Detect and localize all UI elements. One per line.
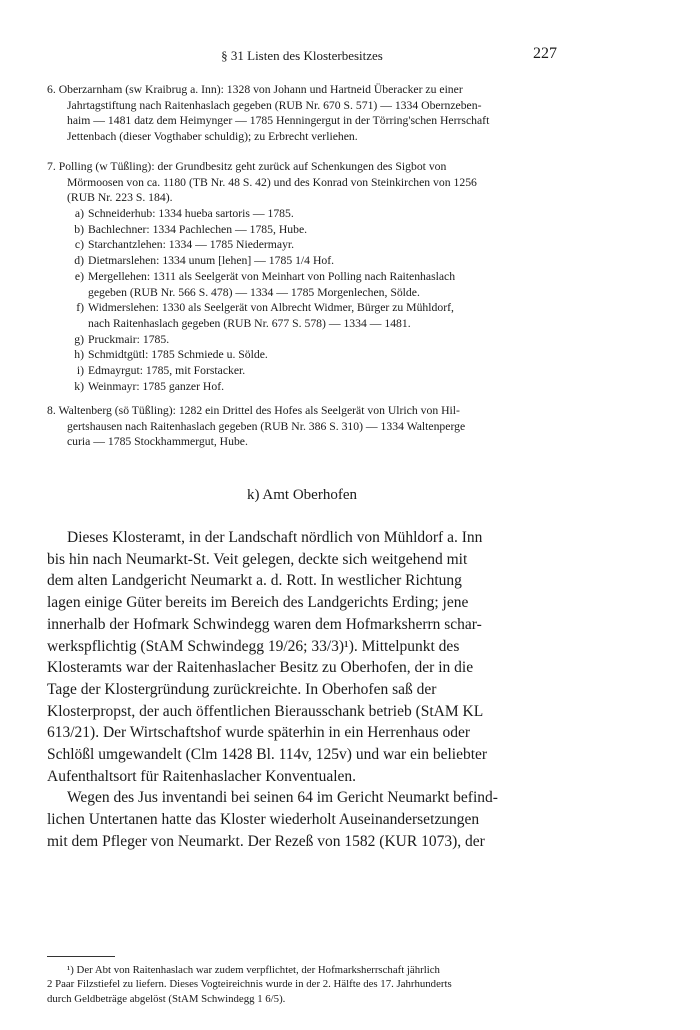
entry-7-sublist xyxy=(74,206,558,394)
entry-line: 6. Oberzarnham (sw Kraibrug a. Inn): 1328 von Johann und Hartneid Überacker zu einer xyxy=(47,83,463,96)
list-item: i) Edmayrgut: 1785, mit Forstacker. xyxy=(76,364,246,378)
body-line: Dieses Klosteramt, in der Landschaft nördlich von Mühldorf a. Inn xyxy=(67,529,483,546)
entry-6 xyxy=(47,82,557,145)
body-line: mit dem Pfleger von Neumarkt. Der Rezeß von 1582 (KUR 1073), der xyxy=(47,832,485,850)
list-item-continuation: gegeben (RUB Nr. 566 S. 478) — 1334 — 1785 Morgenlechen, Sölde. xyxy=(88,285,420,299)
entry-line: Mörmoosen von ca. 1180 (TB Nr. 48 S. 42) und des Konrad von Steinkirchen von 1256 xyxy=(67,175,477,189)
entry-line: 8. Waltenberg (sö Tüßling): 1282 ein Drittel des Hofes als Seelgerät von Ulrich von Hil- xyxy=(47,404,460,417)
section-heading: k) Amt Oberhofen xyxy=(247,487,357,503)
entry-line: 7. Polling (w Tüßling): der Grundbesitz geht zurück auf Schenkungen des Sigbot von xyxy=(47,160,447,173)
body-line: 613/21). Der Wirtschaftshof wurde späterhin in ein Herrenhaus oder xyxy=(47,724,471,742)
list-item: h) Schmidtgütl: 1785 Schmiede u. Sölde. xyxy=(74,348,268,362)
running-header xyxy=(47,45,557,65)
body-line: werkspflichtig (StAM Schwindegg 19/26; 33/3)¹). Mittelpunkt des xyxy=(47,637,460,655)
entry-line: gertshausen nach Raitenhaslach gegeben (RUB Nr. 386 S. 310) — 1334 Waltenperge xyxy=(67,419,466,433)
list-item: g) Pruckmair: 1785. xyxy=(74,332,170,346)
body-line: Schlößl umgewandelt (Clm 1428 Bl. 114v, 125v) und war ein beliebter xyxy=(47,746,488,764)
footnote xyxy=(47,963,557,1006)
entry-line: haim — 1481 datz dem Heimynger — 1785 Henningergut in der Törring'schen Herrschaft xyxy=(67,114,490,128)
list-item: d) Dietmarslehen: 1334 unum [lehen] — 1785 1/4 Hof. xyxy=(74,254,335,268)
body-line: lagen einige Güter bereits im Bereich des Landgerichts Erding; jene xyxy=(47,594,469,612)
body-line: Tage der Klostergründung zurückreichte. In Oberhofen saß der xyxy=(47,680,437,698)
body-text xyxy=(47,527,557,853)
footnote-line: durch Geldbeträge abgelöst (StAM Schwindegg 1 6/5). xyxy=(47,992,286,1005)
list-item-continuation: nach Raitenhaslach gegeben (RUB Nr. 677 S. 578) — 1334 — 1481. xyxy=(88,316,411,330)
body-line: lichen Untertanen hatte das Kloster wiederholt Auseinandersetzungen xyxy=(47,811,480,829)
body-line: innerhalb der Hofmark Schwindegg waren dem Hofmarksherrn schar- xyxy=(47,615,482,633)
body-line: Wegen des Jus inventandi bei seinen 64 im Gericht Neumarkt befind- xyxy=(67,789,498,807)
footnote-line: ¹) Der Abt von Raitenhaslach war zudem verpflichtet, der Hofmarksherrschaft jährlich xyxy=(67,964,440,976)
list-item: b) Bachlechner: 1334 Pachlechen — 1785, Hube. xyxy=(74,222,308,236)
page-number: 227 xyxy=(533,45,557,62)
body-line: Klosterpropst, der auch öffentlichen Bierausschank betrieb (StAM KL xyxy=(47,702,484,720)
footnote-divider xyxy=(47,956,115,957)
entry-8 xyxy=(47,403,557,450)
body-line: Klosteramts war der Raitenhaslacher Besitz zu Oberhofen, der in die xyxy=(47,659,474,677)
entry-line: Jahrtagstiftung nach Raitenhaslach gegeben (RUB Nr. 670 S. 571) — 1334 Obernzeben- xyxy=(67,98,482,112)
list-item: f) Widmerslehen: 1330 als Seelgerät von Albrecht Widmer, Bürger zu Mühldorf, xyxy=(76,301,454,315)
list-item: a) Schneiderhub: 1334 hueba sartoris — 1785. xyxy=(74,207,294,220)
body-line: bis hin nach Neumarkt-St. Veit gelegen, deckte sich weitgehend mit xyxy=(47,550,468,568)
footnote-line: 2 Paar Filzstiefel zu liefern. Dieses Vogteireichnis wurde in der 2. Hälfte des 17. Jahrhunderts xyxy=(47,978,452,991)
body-line: Aufenthaltsort für Raitenhaslacher Konventualen. xyxy=(47,767,357,785)
list-item: c) Starchantzlehen: 1334 — 1785 Niedermayr. xyxy=(74,238,295,252)
list-item: k) Weinmayr: 1785 ganzer Hof. xyxy=(74,379,225,393)
entry-line: curia — 1785 Stockhammergut, Hube. xyxy=(67,435,248,449)
body-line: dem alten Landgericht Neumarkt a. d. Rott. In westlicher Richtung xyxy=(47,572,462,590)
entry-line: (RUB Nr. 223 S. 184). xyxy=(67,191,173,205)
entry-7 xyxy=(47,159,557,206)
entry-line: Jettenbach (dieser Vogthaber schuldig); zu Erbrecht verliehen. xyxy=(67,130,358,144)
header-title: § 31 Listen des Klosterbesitzes xyxy=(221,48,383,63)
list-item: e) Mergellehen: 1311 als Seelgerät von Meinhart von Polling nach Raitenhaslach xyxy=(74,269,456,283)
